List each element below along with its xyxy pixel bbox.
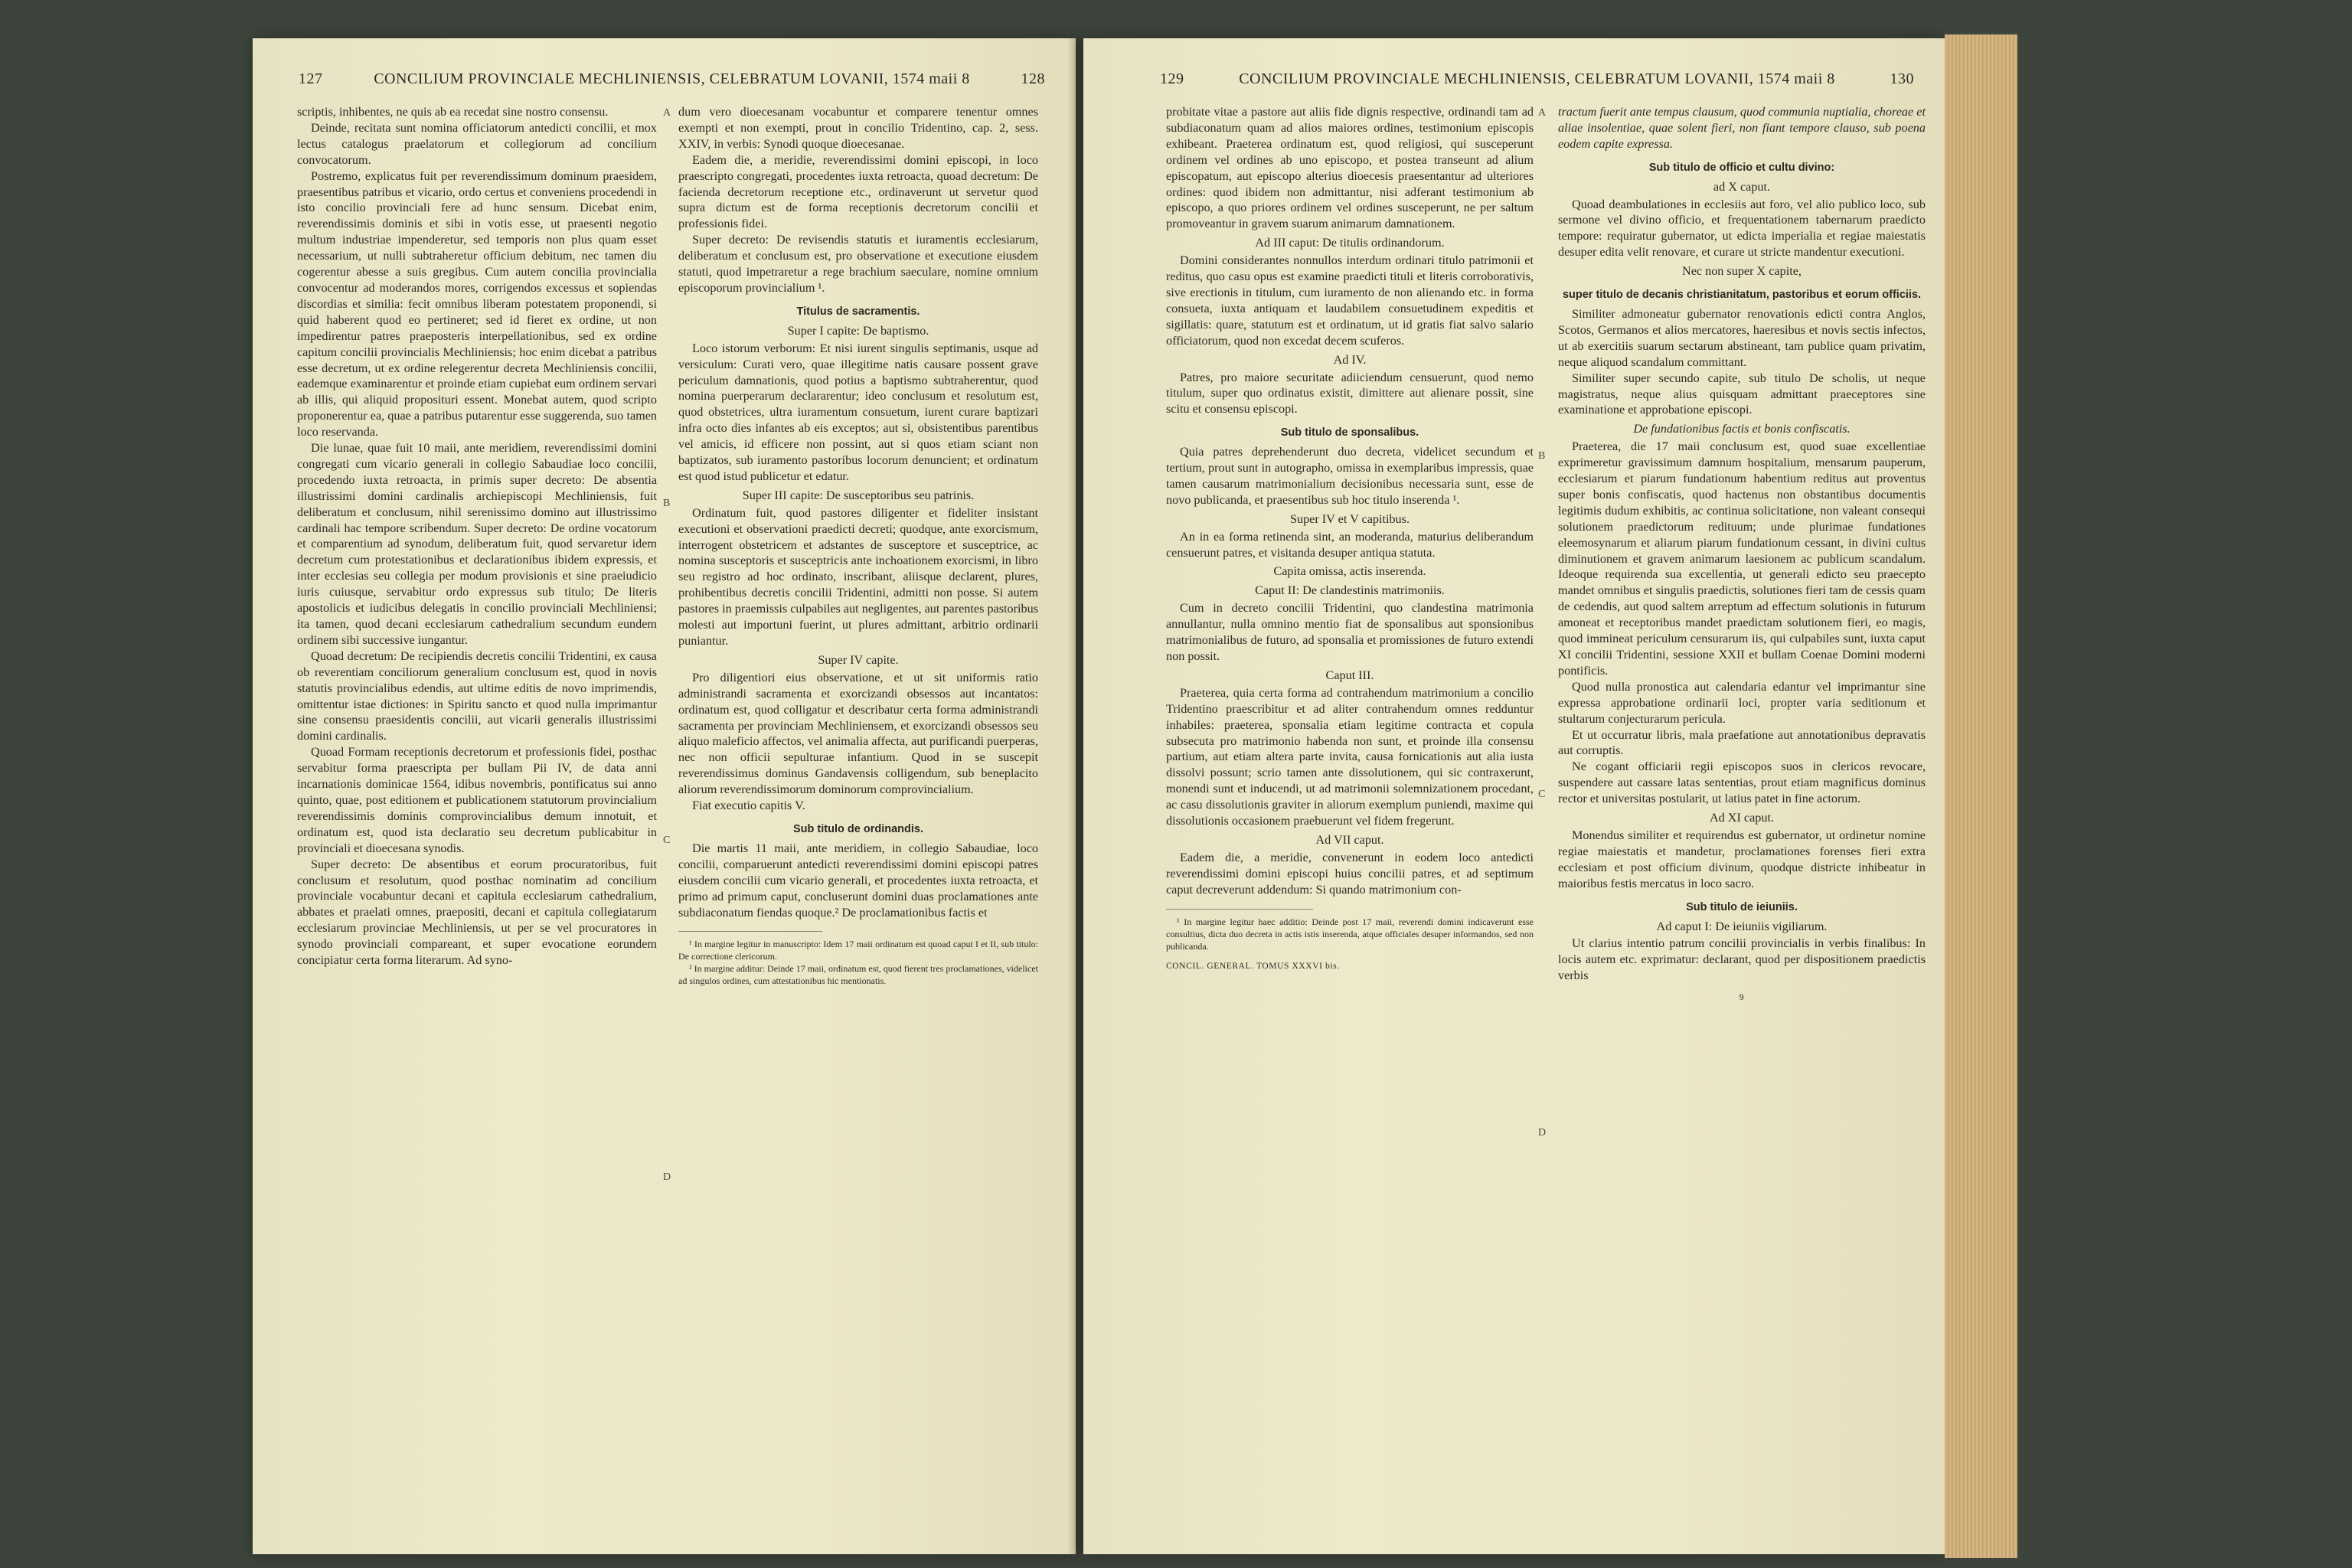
paragraph: Monendus similiter et requirendus est gubernator, ut ordinetur nomine regiae maiestatis et mandetur, proclamationes forenses fieri extra ecclesiam et post officium divinum, quodque districte inhibeatur in maioribus festis mercatus in loco sacro. xyxy=(1558,828,1926,890)
section-subheading: Ad IV. xyxy=(1333,352,1367,367)
paragraph: Patres, pro maiore securitate adiiciendum censuerunt, quod nemo titulum, super quo ordinatus existit, dimittere aut alienare possit, sine scitu et consensu episcopi. xyxy=(1166,370,1534,416)
footnote-rule xyxy=(678,931,822,938)
section-subheading: Caput II: De clandestinis matrimoniis. xyxy=(1255,583,1445,598)
paragraph: scriptis, inhibentes, ne quis ab ea recedat sine nostro consensu. xyxy=(297,105,609,119)
footnote: ² In margine additur: Deinde 17 maii, ordinatum est, quod fierent tres proclamationes, videlicet ad singulos ordines, cum attestationibus hic mentionatis. xyxy=(678,963,1038,987)
section-subheading: ad X caput. xyxy=(1713,179,1771,194)
running-head-title: CONCILIUM PROVINCIALE MECHLINIENSIS, CELEBRATUM LOVANII, 1574 maii 8 xyxy=(374,70,970,87)
paragraph: Domini considerantes nonnullos interdum ordinari titulo patrimonii et reditus, quo casu opus est examine praedicti tituli et literis corroborativis, sive erectionis in titulum, cum iuramento de non alienando etc. in forma consueta, iuxta antiquam et laudabilem consuetudinem expeditis et sigillatis: quare, statutum est et ordinatum, ut id gratis fiat salvo salario officiatorum, quod non excedat decem scuferos. xyxy=(1166,253,1534,348)
signature-line xyxy=(1166,959,1534,975)
paragraph: Fiat executio capitis V. xyxy=(692,799,805,813)
section-heading: Sub titulo de ordinandis. xyxy=(793,822,923,835)
text-column-left xyxy=(1166,104,1534,975)
paragraph: Quod nulla pronostica aut calendaria edantur vel imprimantur sine expressa approbatione ordinarii loci, propter varia seditionum et stultarum conjecturarum pericula. xyxy=(1558,679,1926,726)
page-number: 127 xyxy=(299,70,323,87)
text-column-left xyxy=(297,104,657,969)
section-heading: super titulo de decanis christianitatum, pastoribus et eorum officiis. xyxy=(1562,289,1922,302)
footnote: ¹ In margine legitur haec additio: Deinde post 17 maii, reverendi domini indicaverunt esse consultius, dicta duo decreta in actis istis inserenda, atque officiales desuper informandos, sed non publicanda. xyxy=(1166,916,1534,952)
page-edges xyxy=(1945,34,2017,1558)
running-header xyxy=(1160,70,1914,88)
paragraph: Eadem die, a meridie, reverendissimi domini episcopi, in loco praescripto congregati, procedentes iuxta retroacta, quoad decretum: De facienda decretorum receptione etc., ordinaverunt ut servetur quod supra dictum est de forma receptionis decretorum concilii et professionis fidei. xyxy=(678,152,1038,231)
paragraph: Quoad Formam receptionis decretorum et professionis fidei, posthac servabitur forma praescripta per bullam Pii IV, de data anni incarnationis dominicae 1564, idibus novembris, pontificatus sui anno quinto, quae, post editionem et publicationem statutorum provincialium reverendissimis dominis comprovincialibus demum innotuit, et ordinatum est, quod ista declaratio seu decretum publicabitur in provinciali et dioecesana synodis. xyxy=(297,745,657,855)
section-subheading: De fundationibus factis et bonis confiscatis. xyxy=(1633,422,1851,436)
paragraph: Deinde, recitata sunt nomina officiatorum antedicti concilii, et mox lectus catalogus praelatorum et collegiorum ad concilium convocatorum. xyxy=(297,120,657,167)
paragraph: Loco istorum verborum: Et nisi iurent singulis septimanis, usque ad versiculum: Curati vero, quae illegitime natis causare possent grave periculum damnationis, quod potius a baptismo subtraherentur, quod nomina puerperarum declararentur; ideo conclusum et resolutum est, quod obstetrices, ultra iuramentum consuetum, iurent curare baptizari infra octo dies infantes ab eis exceptos; aut si, obsistentibus parentibus vel amicis, id efficere non possint, aut si quos etiam sciant non baptizatos, sub iuramento pastoribus locorum denuncient; et ordinatum est quod istud publicetur et edatur. xyxy=(678,341,1038,483)
paragraph: probitate vitae a pastore aut aliis fide dignis respective, ordinandi tam ad subdiaconatum quam ad alios maiores ordines, testimonium episcopis exhibeant. Praeterea ordinatum est, quod religiosi, qui susceperunt ordinem vel ordines ab uno episcopo, et postea transeunt ad alium episcopatum, aut episcopo alterius dioecesis praesentantur ad ulteriores ordines: quod ibidem non admittantur, nisi adferant testimonium ab episcopo, a quo priores ordinem vel ordines susceperunt, ne per saltum promoveantur in gravem suarum animarum damnationem. xyxy=(1166,105,1534,231)
section-marker: D xyxy=(1538,1127,1547,1138)
section-subheading: Ad III caput: De titulis ordinandorum. xyxy=(1255,236,1445,250)
section-marker: C xyxy=(1538,789,1546,800)
paragraph: Super decreto: De revisendis statutis et iuramentis ecclesiarum, deliberatum et conclusum est, pro observatione et executione eiusdem statuti, quod impetraretur a rege brachium saeculare, nomine omnium episcoporum provincialium ¹. xyxy=(678,233,1038,295)
section-subheading: Nec non super X capite, xyxy=(1682,264,1802,279)
running-head-title: CONCILIUM PROVINCIALE MECHLINIENSIS, CELEBRATUM LOVANII, 1574 maii 8 xyxy=(1239,70,1835,87)
paragraph: Praeterea, quia certa forma ad contrahendum matrimonium a concilio Tridentino praescribitur et ad aliter contrahendum omnes redduntur inhabiles: praeterea, sponsalia etiam legitime contracta et copula subsecuta pro matrimonio habenda non sunt, et proinde illa consensu partium, aut etiam altera parte invita, causa fornicationis aut alia iusta dissolvi possunt; scrio tamen ante dissolutionem, qui sic contraxerunt, monendi sunt et inducendi, ut ad matrimonii solemnizationem procedant, ac casu dissolutionis graviter in aliorum exemplum puniendi, maxime qui dissolutionis occasionem praebuerunt vel fidem fregerunt. xyxy=(1166,685,1534,828)
signature-number: 9 xyxy=(1739,993,1745,1003)
section-marker: B xyxy=(1538,450,1546,462)
paragraph: Die martis 11 maii, ante meridiem, in collegio Sabaudiae, loco concilii, comparuerunt antedicti reverendissimi domini episcopi patres eiusdem concilii cum vicario generali, et procedentes iuxta retroacta, et primo ad primum caput, concluserunt domini duas proclamationes ante subdiaconatum fiendas quoque.² De proclamationibus factis et xyxy=(678,841,1038,920)
paragraph: An in ea forma retinenda sint, an moderanda, maturius deliberandum censuerunt patres, et visitanda desuper antiqua statuta. xyxy=(1166,529,1534,560)
section-subheading: Super I capite: De baptismo. xyxy=(787,323,929,338)
footnotes xyxy=(1166,916,1534,952)
section-marker: A xyxy=(663,107,671,119)
paragraph: Quia patres deprehenderunt duo decreta, videlicet secundum et tertium, prout sunt in autographo, omissa in exemplaribus impressis, quae tamen causarum matrimonialium decisionibus necessaria sunt, esse de novo publicanda, et praesentibus sub hoc titulo inserenda ¹. xyxy=(1166,445,1534,507)
section-heading: Sub titulo de sponsalibus. xyxy=(1280,426,1419,439)
section-marker: D xyxy=(663,1171,671,1183)
paragraph: Pro diligentiori eius observatione, et ut sit uniformis ratio administrandi sacramenta et exorcizandi obsessos aut incantatos: ordinatum est, quod colligatur et describatur certa forma administrandi sacramenta per provinciam Mechliniensem, et exorcizandi obsessos seu aliquo maleficio affectos, vel animalia affecta, aut purificandi puerperas, nec non officii sepulturae infantium. Quod in se suscepit reverendissimus dominus Gandavensis colligendum, sub beneplacito aliorum reverendissimorum dominorum comprovincialium. xyxy=(678,670,1038,797)
signature-line xyxy=(1558,990,1926,1006)
text-column-right xyxy=(1558,104,1926,1006)
section-subheading: Capita omissa, actis inserenda. xyxy=(1273,564,1426,579)
footnotes xyxy=(678,938,1038,987)
section-subheading: Super IV capite. xyxy=(818,652,899,667)
section-subheading: Super III capite: De susceptoribus seu patrinis. xyxy=(742,488,975,502)
page-number: 130 xyxy=(1890,70,1914,87)
section-heading: Sub titulo de ieiuniis. xyxy=(1686,900,1798,913)
paragraph: Quoad deambulationes in ecclesiis aut foro, vel alio publico loco, sub sermone vel divino officio, et frequentationem tabernarum praedicto tempore: requiratur gubernator, ut edicta imperialia et regiae maiestatis desuper edita velit renovare, et curare ut stricte mandentur executioni. xyxy=(1558,197,1926,260)
paragraph: dum vero dioecesanam vocabuntur et comparere tenentur omnes exempti et non exempti, prout in concilio Tridentino, cap. 2, sess. XXIV, in verbis: Synodi quoque dioecesanae. xyxy=(678,105,1038,151)
paragraph: Die lunae, quae fuit 10 maii, ante meridiem, reverendissimi domini congregati cum vicario generali in collegio Sabaudiae loco concilii, procedendo iuxta retroacta, in primis super decreto: De absentia illustrissimi domini cardinalis archiepiscopi Mechliniensis, fuit deliberatum et conclusum, nihil serenissimo domino aut illustrissimo cardinali hac tempore scribendum. Super decreto: De ordine vocatorum et comparentium ad synodum, deliberatum fuit, quod servaretur idem decretum cum protestationibus et declarationibus ibidem expressis, et inter ecclesias seu collegia per modum provisionis et sine praeiudicio iuris cuiusque, servabitur ordo expressus sub titulo; De literis apostolicis et iudicibus delegatis in concilio provinciali Mechliniensi; ita tamen, quod decani ecclesiarum cathedralium secundum eundem ordinem sibi successive iungantur. xyxy=(297,441,657,647)
section-subheading: Ad VII caput. xyxy=(1315,832,1384,847)
paragraph: Cum in decreto concilii Tridentini, quo clandestina matrimonia annullantur, nulla omnino mentio fiat de sponsalibus aut sponsionibus matrimonialibus de futuro, ad sponsalia et promissiones de futuro extendi non possit. xyxy=(1166,601,1534,663)
left-page xyxy=(253,38,1076,1554)
paragraph: Super decreto: De absentibus et eorum procuratoribus, fuit conclusum et resolutum, quod posthac nominatim ad concilium provinciale vocabuntur decani et capitula ecclesiarum cathedralium, abbates et praelati omnes, praepositi, decani et capitula collegiatarum ecclesiarum provinciae Mechliniensis, ut per se vel procuratores in synodo provinciali compareant, et super evocatione eorundem concipiatur certa forma literarum. Ad syno- xyxy=(297,857,657,968)
paragraph: Ne cogant officiarii regii episcopos suos in clericos revocare, suspendere aut cassare latas sententias, prout etiam magnificus dominus rector et universitas postularit, ut latius patet in fine actorum. xyxy=(1558,760,1926,806)
paragraph: Et ut occurratur libris, mala praefatione aut annotationibus depravatis aut corruptis. xyxy=(1558,727,1926,758)
paragraph: Similiter admoneatur gubernator renovationis edicti contra Anglos, Scotos, Germanos et alios mercatores, haeresibus et novis sectis infectos, ut ab exercitiis suarum sectarum abstineant, tam publice quam privatim, neque aliquod scandalum committant. xyxy=(1558,306,1926,369)
paragraph: tractum fuerit ante tempus clausum, quod communia nuptialia, choreae et aliae insolentiae, quae solent fieri, non fiant tempore clauso, sub poena eodem capite expressa. xyxy=(1558,105,1926,151)
signature-text: CONCIL. GENERAL. TOMUS XXXVI bis. xyxy=(1166,961,1340,971)
paragraph: Quoad decretum: De recipiendis decretis concilii Tridentini, ex causa ob reverentiam conciliorum generalium conclusum est, quod in novis statutis provincialibus edendis, aut ultime editis de novo imprimendis, omittentur istae dictiones: in Spiritu sancto et quod nulla imprimantur sine consensu praesidentis concilii, aut vicarii generalis illustrissimi domini cardinalis. xyxy=(297,648,657,743)
paragraph: Similiter super secundo capite, sub titulo De scholis, ut neque magistratus, neque alius quisquam admittant praeceptores sine examinatione et approbatione episcopi. xyxy=(1558,371,1926,417)
page-number: 129 xyxy=(1160,70,1184,87)
paragraph: Postremo, explicatus fuit per reverendissimum dominum praesidem, praesentibus patribus et vicario, ordo certus et conveniens procedendi in isto concilio provinciali fere ad hunc sensum. Dicebat enim, reverendissimis dominis et sibi in votis esse, ut praesenti negotio multum industriae impenderetur, sed temporis non plus quam esset necessarium, ut nulli subtraheretur officium debitum, nec tamen diu cogerentur abesse a suis gregibus. Cum autem concilia provincialia convocentur ad moderandos mores, corrigendos excessus et sopiendas discordias et similia: fecit omnibus liberam potestatem proponendi, si quid haberent quod eo pertineret; sed id fieret ex ordine, ut non impedirentur patres praeposteris interpellationibus, sed ex ordine capitum concilii provincialis Mechliniensis; hoc enim dicebat a patribus esse decretum, ut ex ordine relegerentur decreta Mechliniensis concilii, eademque examinarentur et proinde etiam cupiebat eum ordinem servari ab illis, qui aliquid proposituri essent. Monebat autem, quod scripto proponerentur ea, quae a patribus putarentur esse suggerenda, suo tamen loco reservanda. xyxy=(297,168,657,439)
section-marker: C xyxy=(663,835,671,846)
paragraph: Eadem die, a meridie, convenerunt in eodem loco antedicti reverendissimi domini episcopi huius concilii patres, et ad septimum caput decreverunt addendum: Si quando matrimonium con- xyxy=(1166,850,1534,897)
right-page xyxy=(1083,38,1945,1554)
section-marker: B xyxy=(663,498,671,509)
section-subheading: Super IV et V capitibus. xyxy=(1289,511,1410,526)
section-subheading: Caput III. xyxy=(1325,668,1374,682)
paragraph: Praeterea, die 17 maii conclusum est, quod suae excellentiae exprimeretur gravissimum damnum hospitalium, mensarum pauperum, ecclesiarum et piarum fundationum habentium reditus aut proventus super bonis confiscatis, quod hactenus non obstantibus documentis legitimis dudum exhibitis, ac continua solicitatione, non valeant consequi solutionem praedictorum redituum; unde plurimae fundationes eleemosynarum et aliarum piarum fundationum cessant, in divini cultus diminutionem et gravem animarum laesionem ac publicum scandalum. Ideoque requirenda sua excellentia, ut generali edicto seu praecepto mandet omnibus et singulis praedictis, solutiones fieri tam de cessis quam de cedendis, aut quod saltem arreptum ad effectum solutionis in futurum amoneat et receptoribus mandet praedictam solutionem fieri, eo magis, quod immineat periculum censurarum iis, qui culpabiles sunt, iuxta caput XI concilii Tridentini, sessione XXII et bullam Coenae Domini moderni pontificis. xyxy=(1558,439,1926,678)
section-heading: Titulus de sacramentis. xyxy=(796,305,920,318)
section-marker: A xyxy=(1538,107,1547,119)
section-subheading: Ad caput I: De ieiuniis vigiliarum. xyxy=(1656,919,1828,933)
footnote: ¹ In margine legitur in manuscripto: Idem 17 maii ordinatum est quoad caput I et II, sub titulo: De correctione clericorum. xyxy=(678,939,1038,962)
paragraph: Ut clarius intentio patrum concilii provincialis in verbis finalibus: In locis autem etc. exprimatur: declarant, quod per dispositionem praedictis verbis xyxy=(1558,936,1926,983)
paragraph: Ordinatum fuit, quod pastores diligenter et fideliter insistant executioni et observationi praedicti decreti; quodque, ante exorcismum, interrogent obstetricem et adstantes de susceptore et susceptrice, ac nomina susceptoris et susceptricis ante inchoationem exorcismi, in libro seu registro ad hoc ordinato, inscribant, aliisque declarent, plures, prohibentibus decretis concilii Tridentini, admitti non posse. Si autem pastores in praemissis culpabiles aut negligentes, aut parentes pastoribus molesti aut importuni fuerint, ut plures admittant, arbitrio ordinarii puniantur. xyxy=(678,505,1038,648)
running-header xyxy=(299,70,1045,88)
section-heading: Sub titulo de officio et cultu divino: xyxy=(1648,161,1835,174)
section-subheading: Ad XI caput. xyxy=(1709,811,1775,825)
text-column-right xyxy=(678,104,1038,987)
footnote-rule xyxy=(1166,909,1313,916)
page-number: 128 xyxy=(1021,70,1045,87)
